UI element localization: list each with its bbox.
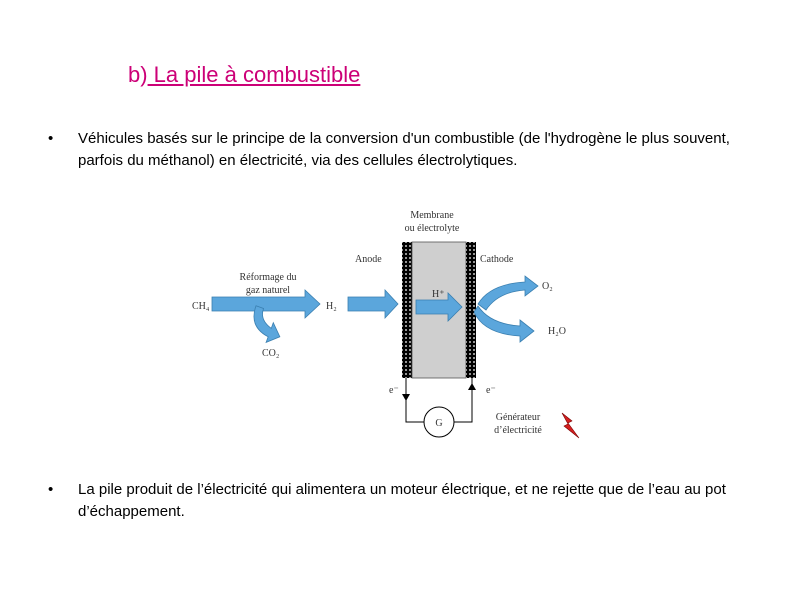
electron-arrow-up xyxy=(468,383,476,390)
co2-arrow xyxy=(245,306,287,346)
membrane-label-1: Membrane xyxy=(410,210,454,221)
bullet-text: Véhicules basés sur le principe de la conversion d'un combustible (de l'hydrogène le plus souvent, parfois du méthanol) en électricité, via des cellules électrolytiques. xyxy=(78,130,730,169)
cathode-electrode xyxy=(466,242,476,378)
h2o-label: H₂O xyxy=(548,326,566,337)
h-plus-label: H⁺ xyxy=(432,289,445,300)
h2o-arrow xyxy=(474,306,534,342)
h2-arrow xyxy=(348,290,398,318)
reforming-label-2: gaz naturel xyxy=(245,285,291,296)
generator-label-2: d’électricité xyxy=(494,425,542,436)
anode-electrode xyxy=(402,242,412,378)
h2-label: H₂ xyxy=(326,301,337,312)
anode-label: Anode xyxy=(355,254,382,265)
title-prefix: b) xyxy=(128,62,148,87)
o2-arrow xyxy=(478,276,538,310)
bullet-marker: • xyxy=(48,481,54,498)
generator-symbol: G xyxy=(435,418,443,429)
bullet-text: La pile produit de l’électricité qui alimentera un moteur électrique, et ne rejette que de l’eau au pot d’échappement. xyxy=(78,481,726,520)
membrane-label-2: ou électrolyte xyxy=(404,223,460,234)
electron-left-label: e⁻ xyxy=(389,385,399,396)
electron-right-label: e⁻ xyxy=(486,385,496,396)
fuel-cell-diagram xyxy=(180,200,620,450)
o2-label: O₂ xyxy=(542,281,553,292)
slide-title xyxy=(128,62,360,88)
bullet-marker: • xyxy=(48,130,54,147)
reforming-label-1: Réformage du xyxy=(239,272,297,283)
electron-arrow-down xyxy=(402,394,410,401)
co2-label: CO₂ xyxy=(262,348,280,359)
lightning-icon xyxy=(562,413,579,438)
generator-label-1: Générateur xyxy=(495,412,541,423)
ch4-label: CH₄ xyxy=(192,301,210,312)
cathode-label: Cathode xyxy=(480,254,514,265)
title-text: La pile à combustible xyxy=(147,62,361,87)
